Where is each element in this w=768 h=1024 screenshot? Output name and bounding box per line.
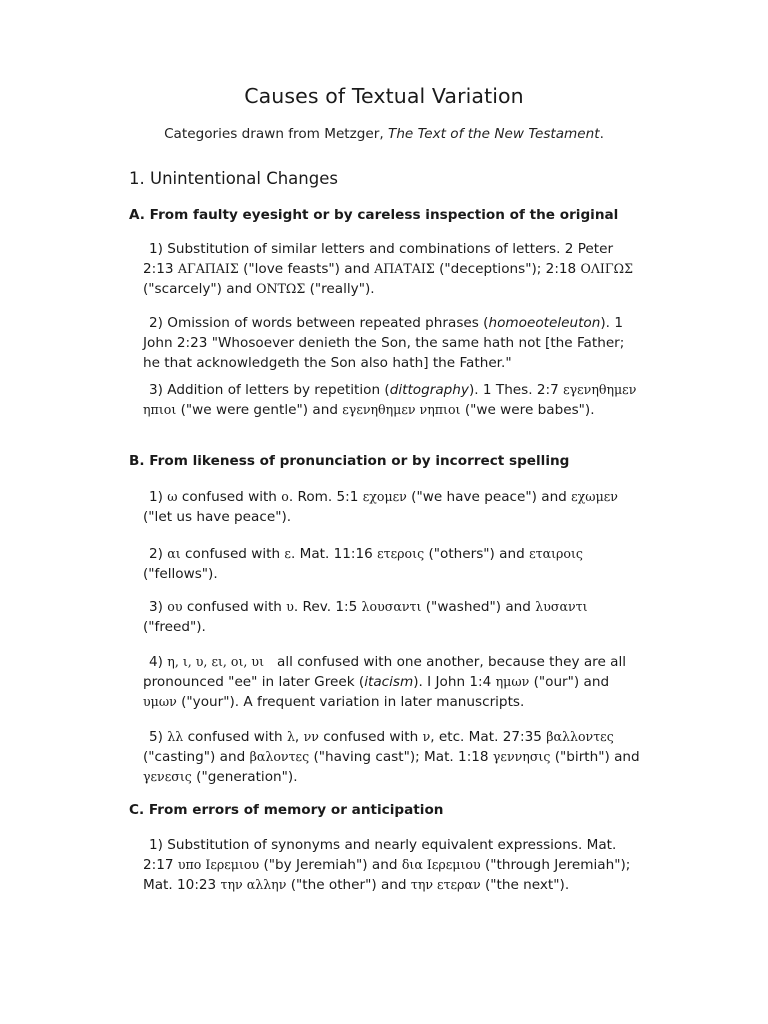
item-text: ). 1 John 2:23 "Whosoever denieth the Son, the same hath not [the Father; he that acknowledgeth the Son also hath] the Father." bbox=[143, 315, 625, 371]
list-item-a1 bbox=[143, 239, 643, 299]
greek-word: δια Ιερεμιου bbox=[401, 857, 481, 872]
greek-word: νν bbox=[303, 729, 319, 744]
item-text: ("our") and bbox=[529, 674, 610, 690]
greek-word: ο bbox=[281, 489, 289, 504]
item-text: ("we were gentle") and bbox=[176, 402, 343, 418]
greek-word: εγενηθημεν ηπιοι bbox=[143, 382, 637, 417]
item-text: . Rev. 1:5 bbox=[293, 599, 362, 615]
item-text: confused with bbox=[180, 546, 285, 562]
item-number: 1) bbox=[149, 837, 163, 853]
section-heading-a: A. From faulty eyesight or by careless inspection of the original bbox=[129, 207, 619, 223]
item-number: 5) bbox=[149, 729, 163, 745]
list-item-b1 bbox=[143, 487, 643, 527]
section-heading-c: C. From errors of memory or anticipation bbox=[129, 802, 444, 818]
greek-word: την αλλην bbox=[220, 877, 287, 892]
item-text: ("we have peace") and bbox=[406, 489, 572, 505]
greek-word: ε bbox=[284, 546, 291, 561]
item-text: ("having cast"); Mat. 1:18 bbox=[309, 749, 493, 765]
item-number: 2) bbox=[149, 546, 163, 562]
item-text: , bbox=[294, 729, 304, 745]
greek-word: εχωμεν bbox=[571, 489, 618, 504]
list-item-a3 bbox=[143, 380, 643, 420]
item-number: 3) bbox=[149, 382, 163, 398]
greek-word: ετεροις bbox=[377, 546, 425, 561]
greek-word: λ bbox=[286, 729, 295, 744]
greek-word: αι bbox=[167, 546, 181, 561]
item-text: confused with bbox=[183, 729, 287, 745]
item-text: ("your"). A frequent variation in later manuscripts. bbox=[176, 694, 525, 710]
greek-word: ΑΓΑΠΑΙΣ bbox=[177, 261, 239, 276]
item-text: ("scarcely") and bbox=[143, 281, 257, 297]
item-text: ("birth") and bbox=[550, 749, 640, 765]
item-number: 2) bbox=[149, 315, 163, 331]
list-item-a2 bbox=[143, 313, 643, 373]
item-number: 1) bbox=[149, 489, 163, 505]
greek-word: υμων bbox=[143, 694, 177, 709]
greek-word: βαλοντες bbox=[249, 749, 310, 764]
italic-term: homoeoteleuton bbox=[488, 315, 601, 331]
greek-word: ω bbox=[167, 489, 178, 504]
item-text: ("washed") and bbox=[421, 599, 536, 615]
subtitle-book-title: The Text of the New Testament bbox=[388, 126, 600, 142]
greek-word: ΟΝΤΩΣ bbox=[256, 281, 306, 296]
italic-term: itacism bbox=[364, 674, 414, 690]
item-text: ("the other") and bbox=[286, 877, 411, 893]
greek-word: ου bbox=[167, 599, 183, 614]
list-item-b3 bbox=[143, 597, 643, 637]
item-text: ). I John 1:4 bbox=[413, 674, 496, 690]
greek-word: εγενηθημεν νηπιοι bbox=[342, 402, 461, 417]
item-number: 4) bbox=[149, 654, 163, 670]
greek-word: ημων bbox=[495, 674, 530, 689]
greek-word: η, ι, υ, ει, οι, υι bbox=[167, 654, 265, 669]
item-text: confused with bbox=[182, 599, 287, 615]
greek-word: λυσαντι bbox=[535, 599, 588, 614]
item-text: ("we were babes"). bbox=[460, 402, 595, 418]
greek-word: γεννησις bbox=[492, 749, 551, 764]
item-text: ("through Jeremiah"); Mat. 10:23 bbox=[143, 857, 631, 893]
greek-word: γενεσις bbox=[143, 769, 192, 784]
item-text: ("really"). bbox=[305, 281, 375, 297]
list-item-b2 bbox=[143, 544, 643, 584]
item-text: confused with bbox=[177, 489, 282, 505]
item-text: ("love feasts") and bbox=[238, 261, 375, 277]
item-number: 1) bbox=[149, 241, 163, 257]
item-text: ("the next"). bbox=[480, 877, 570, 893]
greek-word: βαλλοντες bbox=[546, 729, 614, 744]
subtitle-suffix: . bbox=[599, 126, 604, 142]
item-text: Addition of letters by repetition ( bbox=[167, 382, 390, 398]
item-text: ("generation"). bbox=[191, 769, 298, 785]
item-number: 3) bbox=[149, 599, 163, 615]
item-text: ("freed"). bbox=[143, 619, 206, 635]
item-text: ("others") and bbox=[424, 546, 530, 562]
list-item-c1 bbox=[143, 835, 643, 895]
item-text: , etc. Mat. 27:35 bbox=[430, 729, 547, 745]
item-text: ("by Jeremiah") and bbox=[259, 857, 402, 873]
greek-word: λουσαντι bbox=[361, 599, 422, 614]
subtitle-prefix: Categories drawn from Metzger, bbox=[164, 126, 384, 142]
greek-word: υ bbox=[286, 599, 294, 614]
item-text: ("fellows"). bbox=[143, 566, 218, 582]
greek-word: ΑΠΑΤΑΙΣ bbox=[374, 261, 435, 276]
item-text: Substitution of synonyms and nearly equivalent expressions. Mat. 2:17 bbox=[143, 837, 617, 873]
greek-word: την ετεραν bbox=[410, 877, 481, 892]
greek-word: ν bbox=[422, 729, 431, 744]
italic-term: dittography bbox=[389, 382, 469, 398]
item-text: all confused with one another, because they are all pronounced "ee" in later Greek ( bbox=[143, 654, 631, 690]
page-title: Causes of Textual Variation bbox=[244, 84, 524, 108]
subtitle bbox=[0, 126, 768, 142]
greek-word: λλ bbox=[167, 729, 184, 744]
item-text: . Rom. 5:1 bbox=[288, 489, 363, 505]
item-text: Substitution of similar letters and combinations of letters. 2 Peter 2:13 bbox=[143, 241, 614, 277]
item-text: ("deceptions"); 2:18 bbox=[434, 261, 581, 277]
item-text: Omission of words between repeated phrases ( bbox=[167, 315, 489, 331]
list-item-b5 bbox=[143, 727, 643, 787]
list-item-b4 bbox=[143, 652, 643, 712]
item-text: ("casting") and bbox=[143, 749, 250, 765]
greek-word: εχομεν bbox=[362, 489, 407, 504]
section-heading-b: B. From likeness of pronunciation or by incorrect spelling bbox=[129, 453, 570, 469]
greek-word: εταιροις bbox=[529, 546, 583, 561]
item-text: . Mat. 11:16 bbox=[290, 546, 378, 562]
greek-word: υπο Ιερεμιου bbox=[177, 857, 260, 872]
item-text: confused with bbox=[318, 729, 423, 745]
section-heading-unintentional-changes: 1. Unintentional Changes bbox=[129, 169, 338, 188]
item-text: ("let us have peace"). bbox=[143, 509, 292, 525]
item-text: ). 1 Thes. 2:7 bbox=[468, 382, 564, 398]
greek-word: ΟΛΙΓΩΣ bbox=[580, 261, 633, 276]
